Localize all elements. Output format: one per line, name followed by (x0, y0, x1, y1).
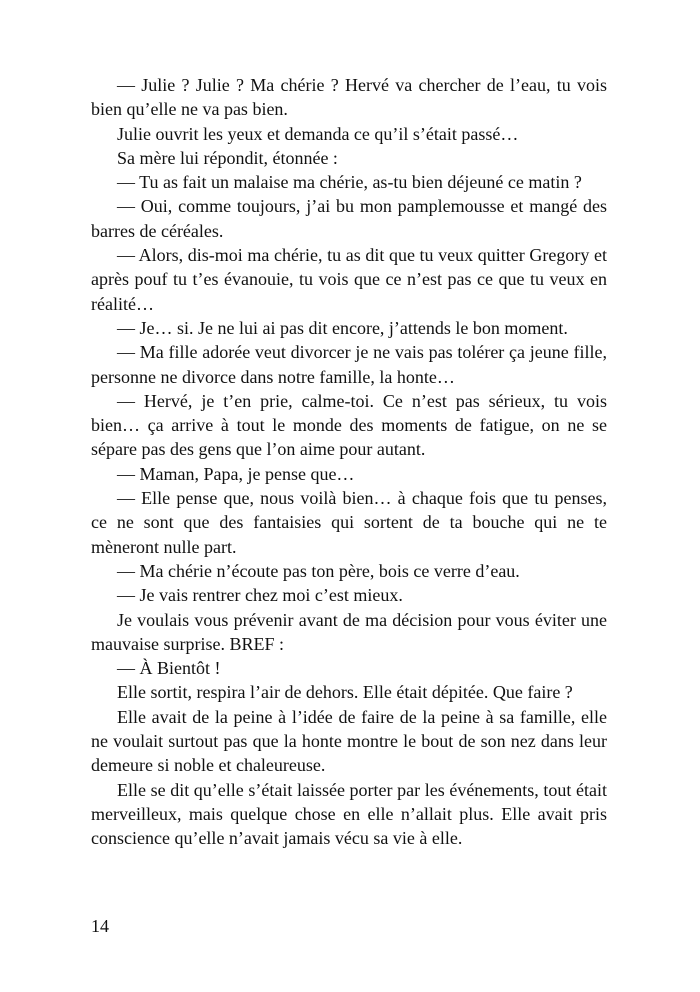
paragraph: Julie ouvrit les yeux et demanda ce qu’il s’était passé… (117, 123, 519, 144)
paragraph: Je voulais vous prévenir avant de ma décision pour vous éviter une mauvaise surprise. BREF : (91, 609, 607, 654)
paragraph: — Julie ? Julie ? Ma chérie ? Hervé va chercher de l’eau, tu vois bien qu’elle ne va pas bien. (91, 75, 607, 120)
paragraph: Elle avait de la peine à l’idée de faire de la peine à sa famille, elle ne voulait surtout pas que la honte montre le bout de son nez dans leur demeure si noble et chaleureuse. (91, 706, 607, 776)
paragraph: — Je vais rentrer chez moi c’est mieux. (117, 585, 403, 606)
paragraph: — Oui, comme toujours, j’ai bu mon pamplemousse et mangé des barres de céréales. (91, 196, 607, 241)
paragraph: — Hervé, je t’en prie, calme-toi. Ce n’est pas sérieux, tu vois bien… ça arrive à tout le monde des moments de fatigue, on ne se sépare pas des gens que l’on aime pour autant. (91, 390, 607, 460)
page-body-text (91, 73, 607, 851)
paragraph: Sa mère lui répondit, étonnée : (117, 147, 338, 168)
paragraph: Elle se dit qu’elle s’était laissée porter par les événements, tout était merveilleux, mais quelque chose en elle n’allait plus. Elle avait pris conscience qu’elle n’avait jamais vécu sa vie à elle. (91, 779, 607, 849)
paragraph: — Tu as fait un malaise ma chérie, as-tu bien déjeuné ce matin ? (117, 172, 582, 193)
paragraph: — Ma chérie n’écoute pas ton père, bois ce verre d’eau. (117, 560, 520, 581)
page-number: 14 (91, 916, 109, 936)
paragraph: — Maman, Papa, je pense que… (117, 463, 355, 484)
paragraph: — Elle pense que, nous voilà bien… à chaque fois que tu penses, ce ne sont que des fantaisies qui sortent de ta bouche qui ne te mèneront nulle part. (91, 488, 607, 557)
paragraph: Elle sortit, respira l’air de dehors. Elle était dépitée. Que faire ? (117, 682, 573, 703)
paragraph: — Je… si. Je ne lui ai pas dit encore, j’attends le bon moment. (117, 317, 568, 338)
paragraph: — Ma fille adorée veut divorcer je ne vais pas tolérer ça jeune fille, personne ne divorce dans notre famille, la honte… (91, 342, 607, 387)
paragraph: — Alors, dis-moi ma chérie, tu as dit que tu veux quitter Gregory et après pouf tu t’es évanouie, tu vois que ce n’est pas ce que tu veux en réalité… (91, 245, 607, 314)
paragraph: — À Bientôt ! (117, 658, 221, 679)
